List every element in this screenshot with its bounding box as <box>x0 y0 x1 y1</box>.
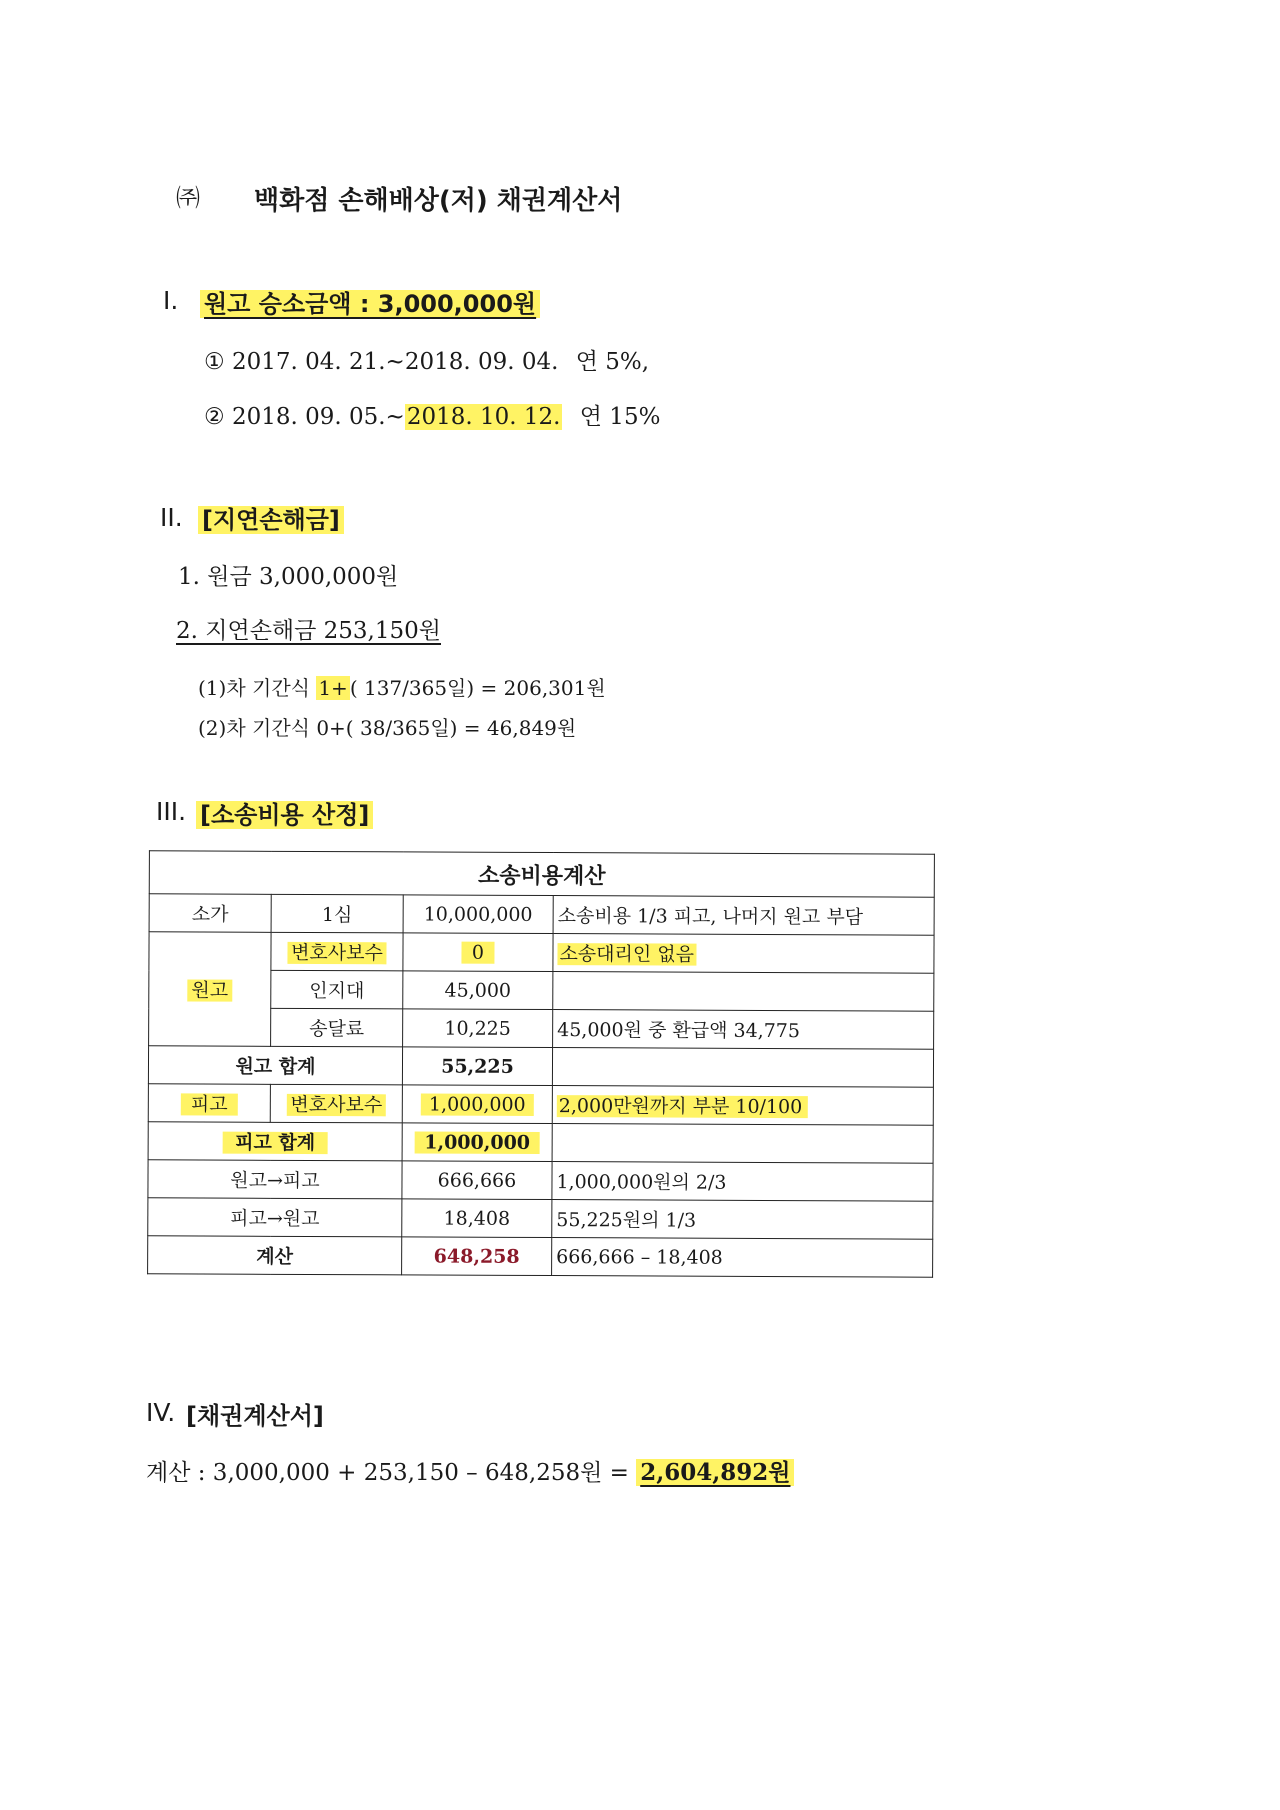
cell-d-to-p-label: 피고→원고 <box>148 1198 402 1237</box>
cell-p-to-d-label: 원고→피고 <box>148 1160 402 1199</box>
rate-item-1-rate: 연 5%, <box>575 349 650 375</box>
company-mark: ㈜ <box>176 184 200 212</box>
cell-defendant-attorney-fee <box>402 1085 552 1124</box>
cell-p-to-d-note: 1,000,000원의 2/3 <box>552 1162 933 1202</box>
table-row <box>148 1198 933 1239</box>
section2-number: II. <box>160 503 183 532</box>
final-result: 2,604,892원 <box>636 1459 794 1486</box>
cell-stamp-fee-label: 인지대 <box>271 970 403 1009</box>
section3-label-text: [소송비용 산정] <box>196 801 373 829</box>
plaintiff-attorney-note-text: 소송대리인 없음 <box>559 943 695 966</box>
table-row <box>148 1236 933 1277</box>
table-row <box>148 1084 933 1125</box>
cell-p-to-d: 666,666 <box>402 1161 552 1200</box>
section3-number: III. <box>156 797 187 826</box>
cell-suit-value: 10,000,000 <box>403 895 553 934</box>
cell-plaintiff-total: 55,225 <box>402 1047 552 1086</box>
plaintiff-attorney-fee-text: 0 <box>462 941 494 963</box>
cell-plaintiff-total-note <box>552 1048 933 1088</box>
plaintiff-attorney-fee-label-text: 변호사보수 <box>287 942 387 964</box>
page-title: 백화점 손해배상(저) 채권계산서 <box>254 186 623 216</box>
cell-instance: 1심 <box>271 894 403 933</box>
cell-defendant-total <box>402 1123 552 1162</box>
cell-calc-label: 계산 <box>148 1236 402 1275</box>
cell-d-to-p-note: 55,225원의 1/3 <box>552 1200 933 1240</box>
calc-period-1-highlight: 1+ <box>318 676 348 700</box>
litigation-cost-table <box>147 850 935 1277</box>
rate-item-2-marker: ② <box>204 404 225 430</box>
cell-service-fee: 10,225 <box>403 1009 553 1048</box>
defendant-total-text: 1,000,000 <box>414 1131 540 1154</box>
cell-stamp-fee: 45,000 <box>403 971 553 1010</box>
cell-defendant-label <box>148 1084 270 1123</box>
section3-label <box>196 795 373 830</box>
cell-plaintiff-attorney-fee <box>403 933 553 972</box>
cell-plaintiff-attorney-fee-label <box>271 932 403 971</box>
cell-calc-note: 666,666 – 18,408 <box>552 1238 933 1278</box>
cell-stamp-fee-note <box>553 972 934 1012</box>
calc-period-1 <box>198 672 606 701</box>
section2-label-text: [지연손해금] <box>198 506 344 534</box>
table-title: 소송비용계산 <box>149 851 934 897</box>
section1-label <box>200 284 540 319</box>
rate-item-2-rate: 연 15% <box>579 404 661 430</box>
rate-item-1-marker: ① <box>204 349 225 375</box>
calc-period-2: (2)차 기간식 0+( 38/365일) = 46,849원 <box>198 716 577 740</box>
calc-period-1-rest: ( 137/365일) = 206,301원 <box>349 676 606 700</box>
cell-plaintiff-label <box>149 932 271 1047</box>
rate-item-1-period: 2017. 04. 21.~2018. 09. 04. <box>231 349 559 375</box>
table-row <box>148 1122 933 1163</box>
cell-defendant-attorney-fee-label <box>270 1084 402 1123</box>
calc-period-1-prefix: (1)차 기간식 <box>198 676 310 700</box>
defendant-attorney-fee-label-text: 변호사보수 <box>286 1094 386 1116</box>
cell-plaintiff-total-label: 원고 합계 <box>148 1046 402 1085</box>
defendant-total-label-text: 피고 합계 <box>223 1132 327 1154</box>
table-row <box>148 1160 933 1201</box>
rate-item-2-period-start: 2018. 09. 05.~ <box>231 404 405 430</box>
final-calc-text: 계산 : 3,000,000 + 253,150 – 648,258원 = <box>146 1460 629 1486</box>
defendant-attorney-note-text: 2,000만원까지 부분 10/100 <box>557 1095 809 1118</box>
delay-interest-line: 2. 지연손해금 253,150원 <box>176 618 441 644</box>
rate-item-2 <box>204 398 660 431</box>
table-row <box>148 1046 933 1087</box>
cell-service-fee-label: 송달료 <box>271 1008 403 1047</box>
table-title-row <box>149 851 934 897</box>
section2-label <box>198 500 344 535</box>
section1-label-text: 원고 승소금액 : 3,000,000원 <box>200 290 540 318</box>
rate-item-1 <box>204 343 649 376</box>
table-row <box>149 894 934 935</box>
cell-service-fee-note: 45,000원 중 환급액 34,775 <box>553 1010 934 1050</box>
cell-defendant-attorney-note <box>552 1086 933 1126</box>
rate-item-2-period-end: 2018. 10. 12. <box>406 404 561 430</box>
defendant-label-text: 피고 <box>181 1093 238 1115</box>
section4-label: [채권계산서] <box>186 1402 324 1430</box>
cell-defendant-total-note <box>552 1124 933 1164</box>
defendant-attorney-fee-text: 1,000,000 <box>421 1093 534 1115</box>
cell-defendant-total-label <box>148 1122 402 1161</box>
section1-number: I. <box>163 286 179 315</box>
cell-d-to-p: 18,408 <box>402 1199 552 1238</box>
cell-cost-burden-note: 소송비용 1/3 피고, 나머지 원고 부담 <box>553 896 934 936</box>
section4-number: IV. <box>146 1398 176 1427</box>
plaintiff-label-text: 원고 <box>187 979 232 1001</box>
cell-calc-value: 648,258 <box>402 1237 552 1276</box>
cell-suit-value-label: 소가 <box>149 894 271 933</box>
table-row <box>149 932 934 973</box>
principal-line: 1. 원금 3,000,000원 <box>178 564 399 590</box>
cell-plaintiff-attorney-note <box>553 934 934 974</box>
final-calc-line <box>146 1454 794 1487</box>
